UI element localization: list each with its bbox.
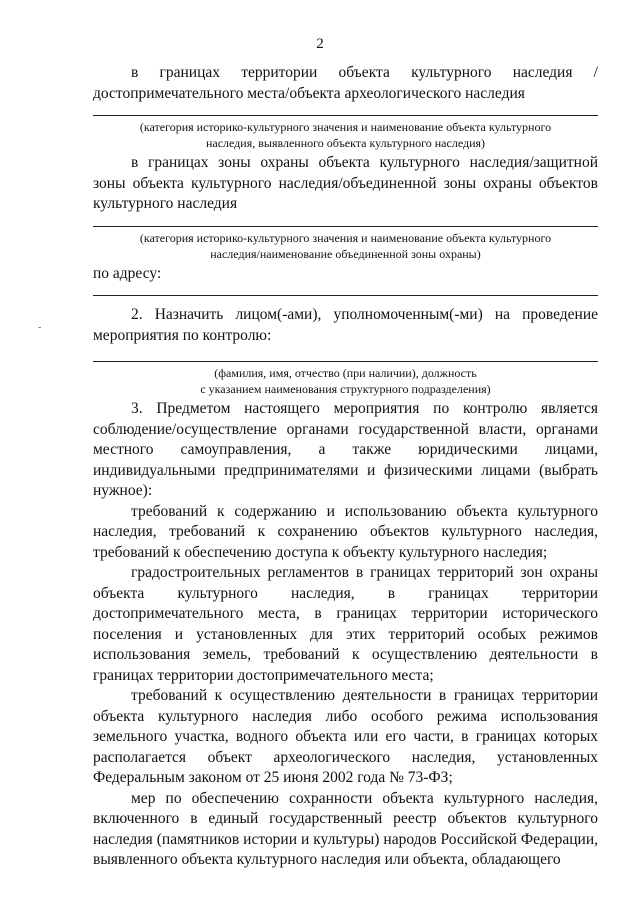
caption-line: (фамилия, имя, отчество (при наличии), должность bbox=[214, 366, 477, 380]
paragraph-activity-requirements: требований к осуществлению деятельности в границах территории объекта культурного наследия либо особого режима использования земельного участка, водного объекта или его части, в границах которых располагается объект археологического наследия, установленных Федеральным законом от 25 июня 2002 года № 73-ФЗ; bbox=[93, 687, 598, 786]
paragraph-territory: в границах территории объекта культурного наследия /достопримечательного места/объекта археологического наследия bbox=[93, 64, 598, 102]
caption-line: с указанием наименования структурного подразделения) bbox=[200, 382, 491, 396]
caption-category bbox=[93, 119, 598, 151]
paragraph-assign-person: 2. Назначить лицом(-ами), уполномоченным(-ми) на проведение мероприятия по контролю: bbox=[93, 306, 598, 344]
paragraph-requirements-content: требований к содержанию и использованию объекта культурного наследия, требований к сохранению объектов культурного наследия, требований к обеспечению доступа к объекту культурного наследия; bbox=[93, 502, 598, 561]
page-number: 2 bbox=[316, 36, 324, 52]
document-body bbox=[93, 63, 598, 871]
paragraph-protection-zone: в границах зоны охраны объекта культурного наследия/защитной зоны объекта культурного наследия/объединенной зоны охраны объектов культурного наследия bbox=[93, 154, 598, 212]
paragraph-preservation-measures: мер по обеспечению сохранности объекта культурного наследия, включенного в единый государственный реестр объектов культурного наследия (памятников истории и культуры) народов Российской Федерации, выявленного объекта культурного наследия или объекта, обладающего bbox=[93, 789, 598, 868]
fill-in-line bbox=[93, 225, 598, 227]
fill-in-line bbox=[93, 294, 598, 296]
paragraph-urban-regulations: градостроительных регламентов в границах территорий зон охраны объекта культурного наследия, в границах территории достопримечательного места, в границах территории исторического поселения и установленных для этих территорий особых режимов использования земель, требований к осуществлению деятельности в границах территории достопримечательного места; bbox=[93, 564, 598, 684]
fill-in-line bbox=[93, 114, 598, 116]
paragraph-address: по адресу: bbox=[93, 264, 162, 282]
caption-line: наследия, выявленного объекта культурного наследия) bbox=[205, 136, 486, 150]
caption-line: (категория историко-культурного значения и наименование объекта культурного bbox=[139, 120, 552, 134]
caption-line: (категория историко-культурного значения и наименование объекта культурного bbox=[139, 230, 552, 245]
paragraph-subject: 3. Предметом настоящего мероприятия по контролю является соблюдение/осуществление органами государственной власти, органами местного самоуправления, а также юридическими лицами, индивидуальными предпринимателями и физическими лицами (выбрать нужное): bbox=[93, 400, 598, 499]
caption-zone bbox=[93, 230, 598, 262]
fill-in-line bbox=[93, 360, 598, 362]
caption-person bbox=[93, 365, 598, 397]
stray-mark: - bbox=[38, 322, 42, 333]
caption-line: наследия/наименование объединенной зоны охраны) bbox=[210, 246, 481, 261]
